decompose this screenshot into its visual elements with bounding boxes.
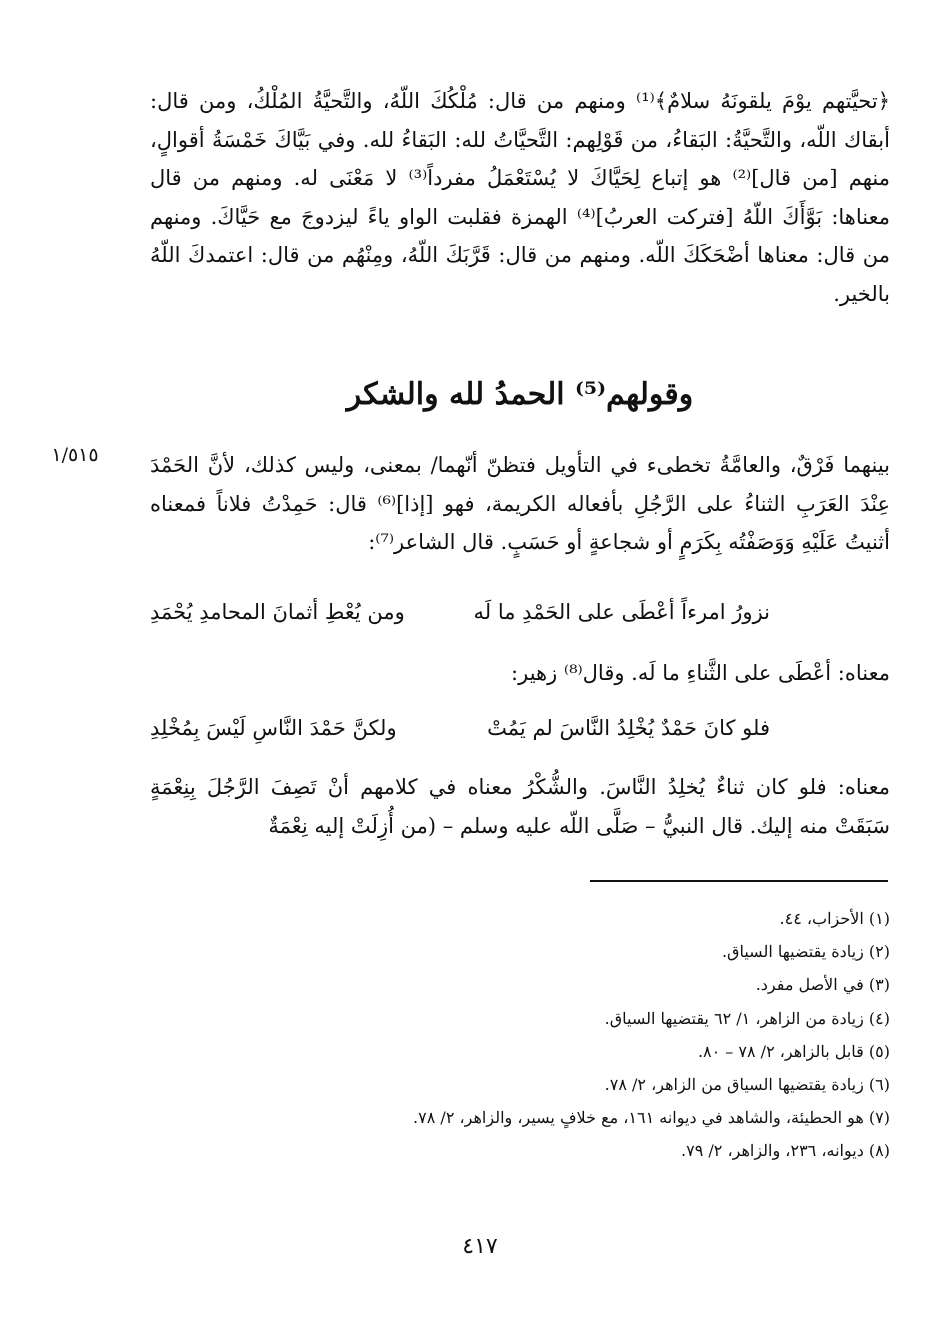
footnote-item: (٥) قابل بالزاهر، ٢/ ٧٨ – ٨٠. <box>697 1041 890 1061</box>
footnote-item: (٢) زيادة يقتضيها السياق. <box>721 942 890 962</box>
verse-2-second-hemistich: ولكنَّ حَمْدَ النَّاسِ لَيْسَ بِمُخْلِدِ <box>150 716 397 740</box>
section-heading: وقولهم⁽⁵⁾ الحمدُ لله والشكر <box>346 377 694 412</box>
paragraph-tahiyya-meanings: ﴿تحيَّتهم يوْمَ يلقونَهُ سلامٌ﴾⁽¹⁾ ومنهم من قال: مُلْكُكَ اللّهُ، والتَّحيَّةُ المُلْكُ، ومن قال: أبقاك اللّه، والتَّحيَّةُ: البَقاءُ، من قَوْلِهم: التَّحيَّاتُ لله: البَقاءُ لله. وفي بَيَّاكَ خَمْسَةُ أقوالٍ، منهم [من قال]⁽²⁾ هو إتباع لِحَيَّاكَ لا يُسْتَعْمَلُ مفرداً⁽³⁾ لا مَعْنَى له. ومنهم من قال معناها: بَوَّأَكَ اللّهُ [فتركت العربُ]⁽⁴⁾ الهمزة فقلبت الواو ياءً ليزدوجَ مع حَيَّاكَ. ومنهم من قال: معناها أضْحَكَكَ اللّه. ومنهم من قال: قَرَّبَكَ اللّهُ، ومِنْهُم من قال: اعتمدكَ اللّهُ بالخير. <box>150 89 891 306</box>
paragraph-shukr-definition: معناه: فلو كان ثناءٌ يُخلِدُ النَّاسَ. والشُّكْرُ معناه في كلامهم أنْ تَصِفَ الرَّجُلَ بِنِعْمَةٍ سَبَقَتْ منه إليك. قال النبيُّ – صَلَّى اللّه عليه وسلم – (من أُزِلَتْ إليه نِعْمَةٌ <box>150 775 890 838</box>
footnote-item: (٣) في الأصل مفرد. <box>755 975 890 995</box>
footnote-item: (٦) زيادة يقتضيها السياق من الزاهر، ٢/ ٧٨. <box>604 1074 890 1094</box>
verse-1-explanation: معناه: أعْطَى على الثَّناءِ ما لَه. وقال⁽⁸⁾ زهير: <box>511 661 890 685</box>
verse-1-first-hemistich: نزورُ امرءاً أعْطَى على الحَمْدِ ما لَه <box>473 600 770 624</box>
poetry-verse-2 <box>150 710 890 746</box>
page-number: ٤١٧ <box>462 1234 498 1259</box>
verse-2-first-hemistich: فلو كانَ حَمْدٌ يُخْلِدُ النَّاسَ لم يَمُتْ <box>487 716 770 740</box>
footnote-item: (٨) ديوانه، ٢٣٦، والزاهر، ٢/ ٧٩. <box>681 1141 890 1161</box>
margin-manuscript-reference: ١/٥١٥ <box>51 444 99 466</box>
poetry-verse-1 <box>150 594 890 630</box>
verse-1-second-hemistich: ومن يُعْطِ أثمانَ المحامدِ يُحْمَدِ <box>150 600 405 624</box>
footnote-item: (١) الأحزاب، ٤٤. <box>779 909 890 928</box>
footnote-item: (٤) زيادة من الزاهر، ١/ ٦٢ يقتضيها السياق. <box>604 1008 890 1028</box>
paragraph-hamd-definition: بينهما فَرْقٌ، والعامَّةُ تخطىء في التأويل فتظنّ أنّهما/ بمعنى، وليس كذلك، لأنَّ الحَمْدَ عِنْدَ العَرَبِ الثناءُ على الرَّجُلِ بأفعاله الكريمة، فهو [إذا]⁽⁶⁾ قال: حَمِدْتُ فلاناً فمعناه أثنيتُ عَلَيْهِ وَوَصَفْتُه بِكَرَمٍ أو شجاعةٍ أو حَسَبٍ. قال الشاعر⁽⁷⁾: <box>150 453 891 554</box>
footnote-divider <box>590 880 888 882</box>
footnotes-list <box>300 902 890 1168</box>
footnote-item: (٧) هو الحطيئة، والشاهد في ديوانه ١٦١، مع خلافٍ يسير، والزاهر، ٢/ ٧٨. <box>413 1108 890 1128</box>
